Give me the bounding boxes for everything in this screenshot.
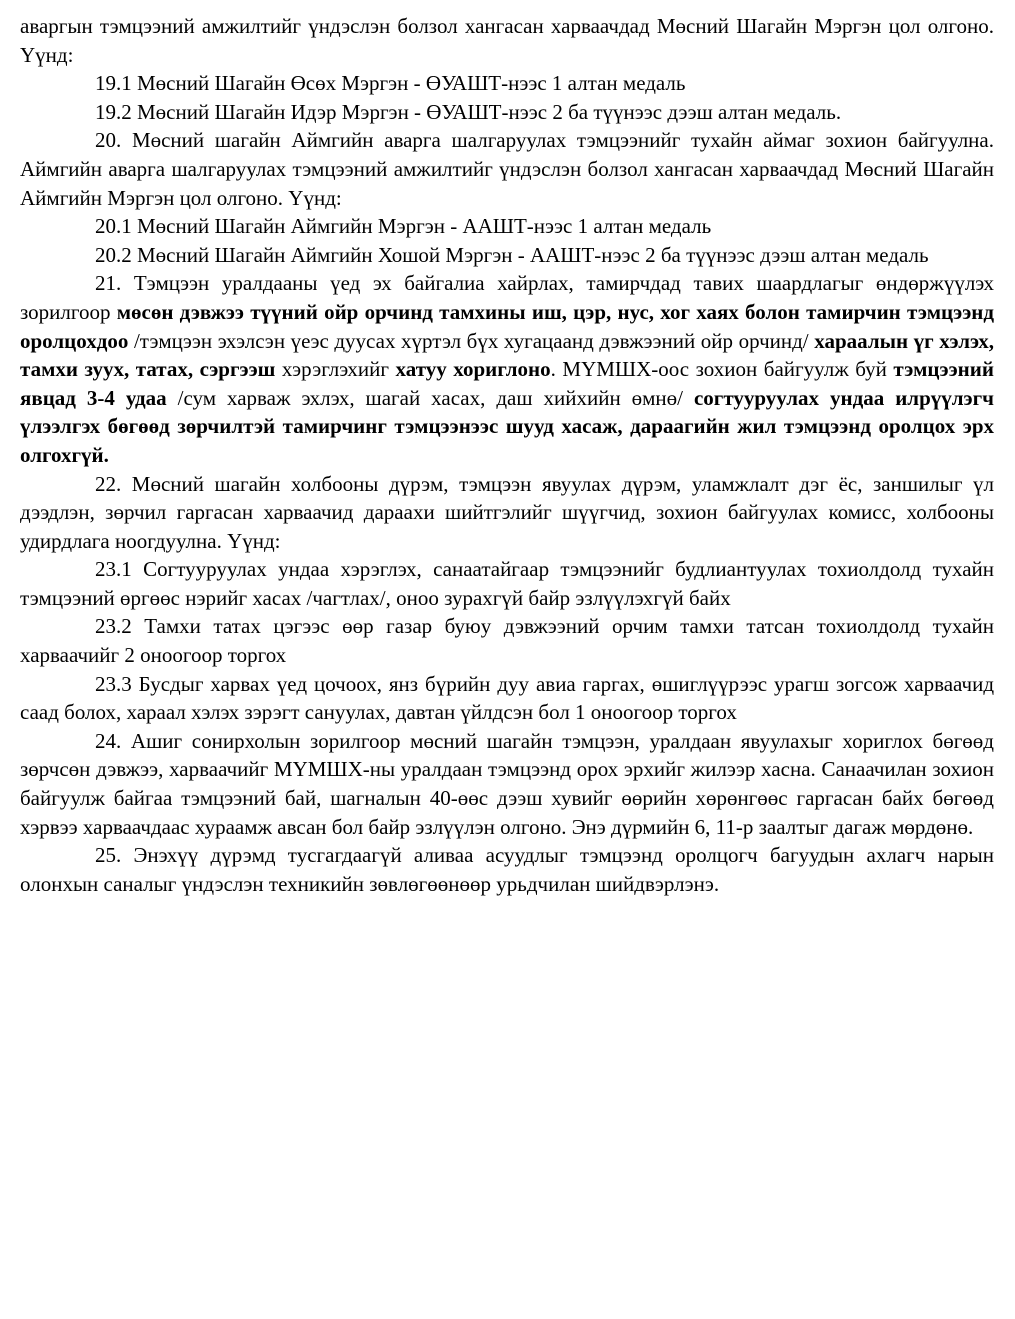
paragraph-20-2: [20, 241, 994, 270]
paragraph-20-1: [20, 212, 994, 241]
paragraph-19-2: [20, 98, 994, 127]
paragraph-21: [20, 269, 994, 469]
text-run: 25. Энэхүү дүрэмд тусгагдаагүй аливаа асуудлыг тэмцээнд оролцогч багуудын ахлагч нарын олонхын саналыг үндэслэн техникийн зөвлөгөөнөөр урьдчилан шийдвэрлэнэ.: [20, 843, 994, 896]
text-run: 19.1 Мөсний Шагайн Өсөх Мэргэн - ӨУАШТ-нээс 1 алтан медаль: [95, 71, 686, 96]
text-run: /тэмцээн эхэлсэн үеэс дуусах хүртэл бүх хугацаанд дэвжээний ойр орчинд/: [128, 328, 815, 353]
paragraph-23-1: [20, 555, 994, 612]
text-run: 23.1 Согтууруулах ундаа хэрэглэх, санаатайгаар тэмцээнийг будлиантуулах тохиолдолд тухайн тэмцээний өргөөс нэрийг хасах /чагтлах/, оноо зурахгүй байр эзлүүлэхгүй байх: [20, 557, 994, 610]
text-run: 23.3 Бусдыг харвах үед цочоох, янз бүрийн дуу авиа гаргах, өшиглүүрээс урагш зогсож харваачид саад болох, хараал хэлэх зэрэгт сануулах, давтан үйлдсэн бол 1 оноогоор торгох: [20, 671, 994, 725]
text-run: 24. Ашиг сонирхолын зорилгоор мөсний шагайн тэмцээн, уралдаан явуулахыг хориглох бөгөөд зөрчсөн дэвжээ, харваачийг МҮМШХ-ны уралдаан тэмцээнд орох эрхийг жилээр хасна. Санаачилан зохион байгуулж байгаа тэмцээний бай, шагналын 40-өөс дээш хувийг өөрийн хөрөнгөөс гаргасан байх бөгөөд хэрвээ харваачдаас хураамж авсан бол байр эзлүүлэн олгоно. Энэ дүрмийн 6, 11-р заалтыг дагаж мөрдөнө.: [20, 728, 994, 839]
bold-text-run: хараалын үг хэлэх, тамхи зуух, татах, сэргээш: [20, 328, 994, 382]
bold-text-run: тэмцээний явцад 3-4 удаа: [20, 357, 994, 410]
paragraph-20: [20, 126, 994, 212]
bold-text-run: хатуу хориглоно: [395, 357, 551, 382]
text-run: /сум харваж эхлэх, шагай хасах, даш хийхийн өмнө/: [166, 385, 694, 410]
text-run: 20.2 Мөсний Шагайн Аймгийн Хошой Мэргэн - ААШТ-нээс 2 ба түүнээс дээш алтан медаль: [95, 242, 929, 267]
paragraph-23-3: [20, 670, 994, 727]
text-run: хэрэглэхийг: [275, 357, 396, 382]
paragraph-19-1: [20, 69, 994, 98]
paragraph-intro: [20, 12, 994, 69]
text-run: аваргын тэмцээний амжилтийг үндэслэн болзол хангасан харваачдад Мөсний Шагайн Мэргэн цол олгоно. Үүнд:: [20, 14, 994, 67]
text-run: 23.2 Тамхи татах цэгээс өөр газар буюу дэвжээний орчим тамхи татсан тохиолдолд тухайн харваачийг 2 оноогоор торгох: [20, 614, 994, 668]
paragraph-25: [20, 841, 994, 898]
text-run: 20. Мөсний шагайн Аймгийн аварга шалгаруулах тэмцээнийг тухайн аймаг зохион байгуулна. Аймгийн аварга шалгаруулах тэмцээний амжилтийг үндэслэн болзол хангасан харваачдад Мөсний Шагайн Аймгийн Мэргэн цол олгоно. Үүнд:: [20, 128, 994, 210]
paragraph-23-2: [20, 612, 994, 669]
text-run: 19.2 Мөсний Шагайн Идэр Мэргэн - ӨУАШТ-нээс 2 ба түүнээс дээш алтан медаль.: [95, 99, 842, 124]
text-run: 22. Мөсний шагайн холбооны дүрэм, тэмцээн явуулах дүрэм, уламжлалт дэг ёс, заншилыг үл дээдлэн, зөрчил гаргасан харваачид дараахи шийтгэлийг шүүгчид, зохион байгуулах комисс, холбооны удирдлага ноогдуулна. Үүнд:: [20, 471, 994, 553]
text-run: 20.1 Мөсний Шагайн Аймгийн Мэргэн - ААШТ-нээс 1 алтан медаль: [95, 214, 712, 239]
bold-text-run: мөсөн дэвжээ түүний ойр орчинд тамхины иш, цэр, нус, хог хаях болон тамирчин тэмцээнд оролцохдоо: [20, 299, 994, 353]
text-run: . МҮМШХ-оос зохион байгуулж буй: [550, 357, 894, 382]
paragraph-24: [20, 727, 994, 841]
bold-text-run: согтууруулах ундаа илрүүлэгч үлээлгэх бөгөөд зөрчилтэй тамирчинг тэмцээнээс шууд хасаж, дараагийн жил тэмцээнд оролцох эрх олгохгүй.: [20, 385, 994, 467]
text-run: 21. Тэмцээн уралдааны үед эх байгалиа хайрлах, тамирчдад тавих шаардлагыг өндөржүүлэх зорилгоор: [20, 271, 994, 324]
paragraph-22: [20, 470, 994, 556]
